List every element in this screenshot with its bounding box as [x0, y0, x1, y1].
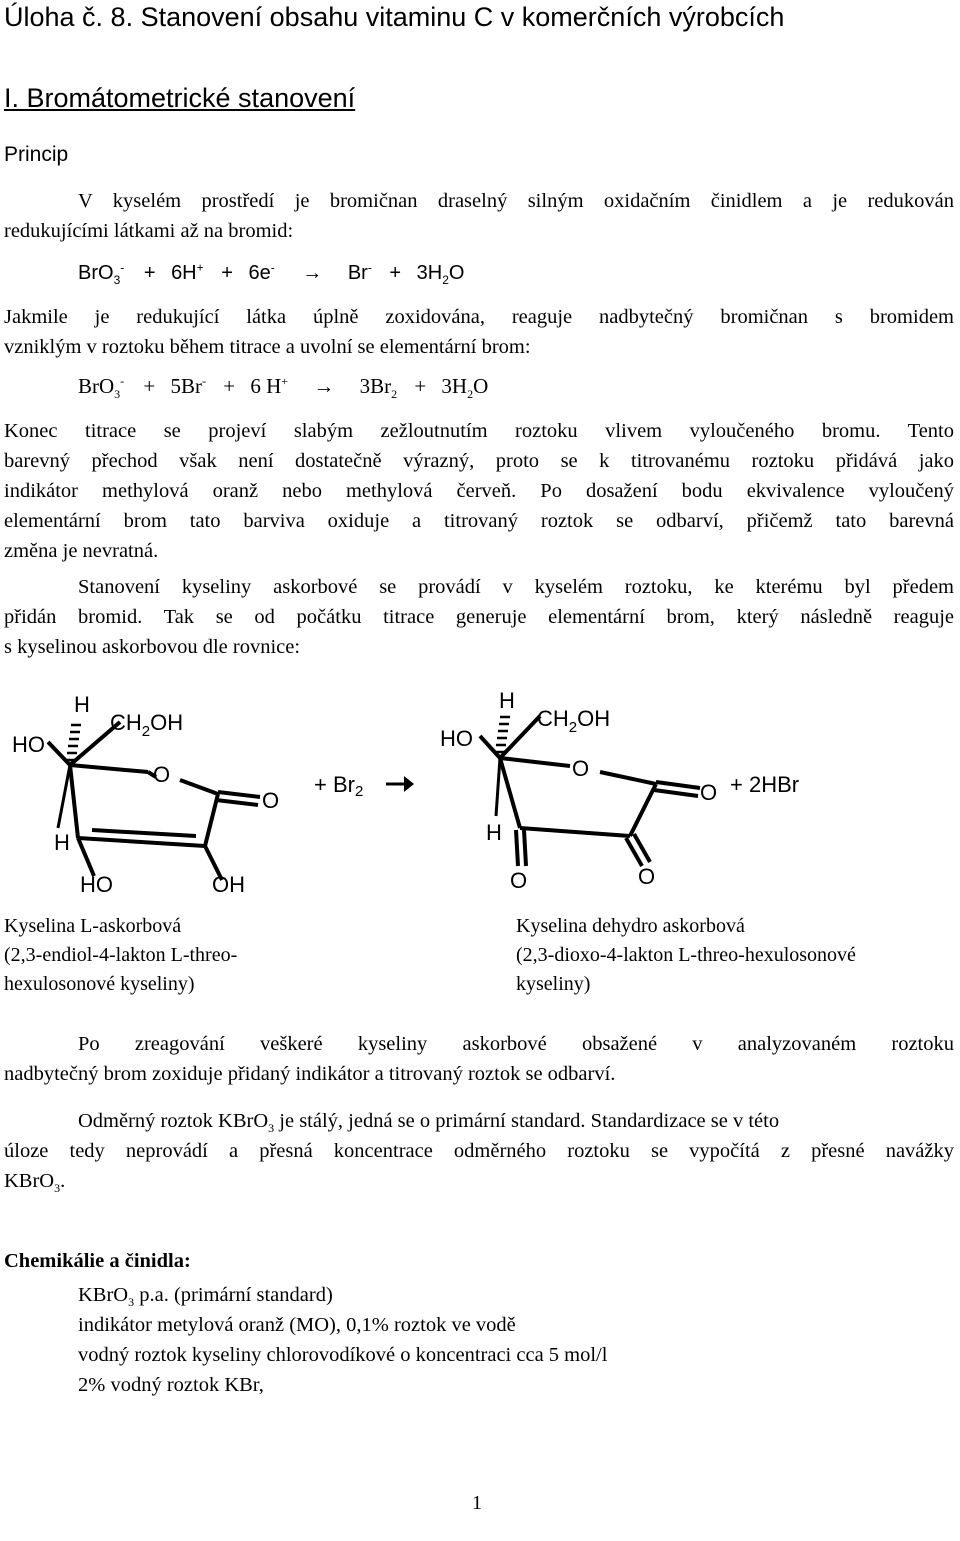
stereo-hash-icon: [495, 717, 510, 752]
page-title: Úloha č. 8. Stanovení obsahu vitaminu C v komerčních výrobcích: [4, 2, 785, 32]
atom-ho: HO: [440, 726, 473, 751]
principle-label: Princip: [4, 143, 69, 166]
atom-h-lower: H: [54, 830, 70, 855]
atom-carbonyl-o-lower: O: [510, 868, 528, 893]
atom-ring-o: O: [572, 756, 590, 781]
list-item: vodný roztok kyseliny chlorovodíkové o koncentraci cca 5 mol/l: [78, 1344, 608, 1366]
list-item: indikátor metylová oranž (MO), 0,1% roztok ve vodě: [78, 1314, 516, 1336]
reaction-arrow-icon: →: [313, 374, 335, 398]
chemicals-list: [78, 1280, 607, 1400]
principle-paragraph: V kyselém prostředí je bromičnan draselný silným oxidačním činidlem a je redukován redukujícími látkami až na bromid:: [4, 190, 954, 242]
paragraph-ascorbic-determination: Stanovení kyseliny askorbové se provádí v kyselém roztoku, ke kterému byl předem přidán bromid. Tak se od počátku titrace generuje elementární brom, který následně reaguje s kyselinou askorbovou dle rovnice:: [4, 576, 954, 658]
atom-h-lower: H: [486, 820, 502, 845]
paragraph-after-reaction: Po zreagování veškeré kyseliny askorbové obsažené v analyzovaném roztoku nadbytečný brom zoxiduje přidaný indikátor a titrovaný roztok se odbarví.: [4, 1033, 954, 1085]
dehydroascorbic-acid-structure: [480, 716, 700, 866]
reagent-bromine: + Br2: [314, 772, 364, 800]
product-hbr: + 2HBr: [730, 772, 800, 797]
paragraph-excess-bromate: Jakmile je redukující látka úplně zoxidována, reaguje nadbytečný bromičnan s bromidem vzniklým v roztoku během titrace a uvolní se elementární brom:: [4, 306, 954, 358]
chemicals-heading: Chemikálie a činidla:: [4, 1250, 191, 1272]
caption-ascorbic-acid: Kyselina L-askorbová (2,3-endiol-4-lakton L-threo- hexulosonové kyseliny): [4, 915, 238, 995]
ascorbic-acid-oxidation-scheme: [0, 680, 960, 900]
reaction-arrow-icon: [386, 776, 414, 792]
atom-ch2oh: $CH_2OH$: [537, 706, 611, 736]
atom-ring-o: O: [153, 762, 171, 787]
reaction-arrow-icon: →: [302, 262, 323, 284]
ascorbic-acid-structure: [48, 722, 260, 880]
atom-carbonyl-o: O: [700, 780, 718, 805]
atom-h: H: [74, 692, 90, 717]
atom-carbonyl-o-bottom: O: [638, 864, 656, 889]
atom-carbonyl-o: O: [262, 788, 280, 813]
atom-oh-lower: OH: [212, 872, 245, 897]
atom-h: H: [499, 688, 515, 713]
caption-dehydroascorbic-acid: Kyselina dehydro askorbová (2,3-dioxo-4-lakton L-threo-hexulosonové kyseliny): [516, 915, 856, 995]
equation-bromine-release: BrO$_3$- + 5Br- + 6 $H^+ \to 3Br_2 + 3H_2O$: [78, 374, 489, 402]
paragraph-primary-standard: Odměrný roztok KBrO$_3$ je stálý, jedná se o primární standard. Standardizace se v této úloze tedy neprovádí a přesná koncentrace odměrného roztoku se vypočítá z přesné navážky KBrO$_3$.: [4, 1110, 954, 1196]
paragraph-titration-end: Konec titrace se projeví slabým zežloutnutím roztoku vlivem vyloučeného bromu. Tento barevný přechod však není dostatečně výrazný, proto se k titrovanému roztoku přidává jako indikátor methylová oranž nebo methylová červeň. Po dosažení bodu ekvivalence vyloučený elementární brom tato barviva oxiduje a titrovaný roztok se odbarví, přičemž tato barevná změna je nevratná.: [4, 420, 954, 562]
page-number: 1: [472, 1492, 482, 1514]
list-item: KBrO$_3$ p.a. (primární standard): [78, 1284, 333, 1310]
list-item: 2% vodný roztok KBr,: [78, 1374, 264, 1396]
atom-ho: HO: [12, 732, 45, 757]
equation-bromate-reduction: $BrO_3^- + 6H^+ + 6e^- \to Br^- + 3H_2O$: [78, 260, 465, 287]
atom-ho-lower: HO: [80, 872, 113, 897]
section-heading: I. Bromátometrické stanovení: [4, 83, 356, 113]
stereo-hash-icon: [66, 725, 81, 760]
atom-ch2oh: $CH_2OH$: [110, 710, 184, 740]
